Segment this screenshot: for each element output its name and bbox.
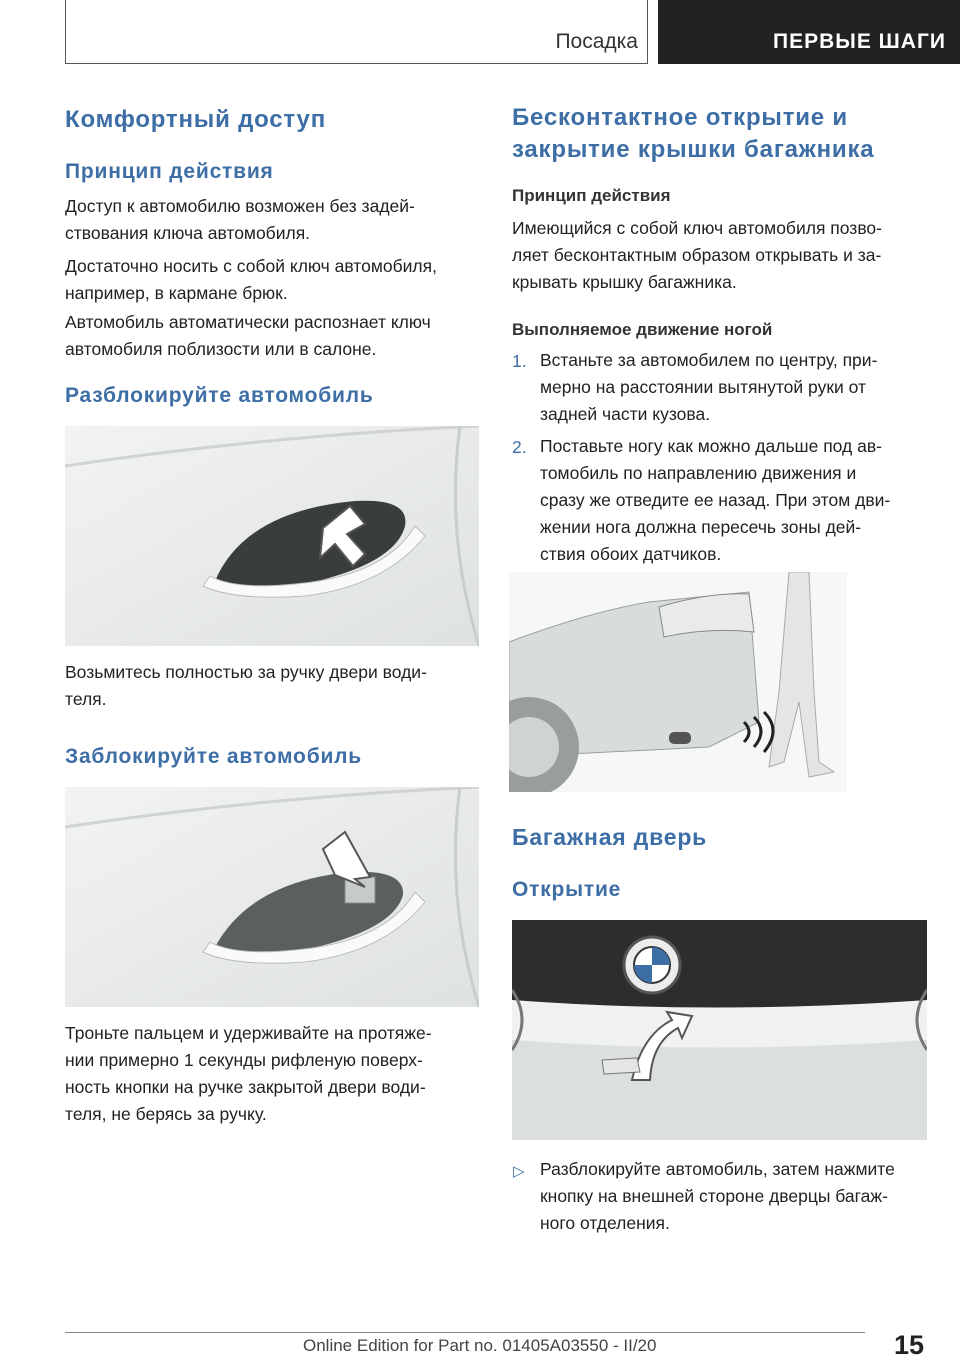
heading-lock: Заблокируйте автомобиль: [65, 745, 363, 768]
step-number-2: 2.: [512, 437, 527, 457]
paragraph-principle-right: Имеющийся с собой ключ автомобиля позво- ляет бесконтактным образом открывать и за- крывать крышку багажника.: [512, 218, 882, 292]
header-section-title: Посадка: [555, 30, 638, 53]
bullet-triangle-icon: ▷: [513, 1163, 525, 1180]
heading-principle-left: Принцип действия: [65, 160, 274, 183]
figure-foot-gesture: [509, 572, 847, 792]
heading-principle-right: Принцип действия: [512, 186, 671, 205]
title-comfort-access: Комфортный доступ: [65, 106, 327, 133]
bullet-text-unlock-tailgate: Разблокируйте автомобиль, затем нажмите кнопку на внешней стороне дверцы багаж- ного отделения.: [540, 1159, 895, 1233]
heading-opening: Открытие: [512, 878, 622, 901]
title-contactless-tailgate: Бесконтактное открытие и закрытие крышки багажника: [512, 104, 875, 163]
step-number-1: 1.: [512, 351, 527, 371]
figure-lock-handle: [65, 787, 479, 1007]
footer-rule: [65, 1332, 865, 1333]
footer-edition: Online Edition for Part no. 01405A03550 - II/20: [303, 1336, 657, 1355]
step-text-2: Поставьте ногу как можно дальше под ав- томобиль по направлению движения и сразу же отведите ее назад. При этом дви- жении нога должна пересечь зоны дей- ствия обоих датчиков.: [540, 436, 891, 564]
heading-unlock: Разблокируйте автомобиль: [65, 384, 374, 407]
paragraph-principle-1: Доступ к автомобилю возможен без задей- ствования ключа автомобиля.: [65, 196, 415, 243]
caption-unlock: Возьмитесь полностью за ручку двери води- теля.: [65, 662, 427, 709]
step-text-1: Встаньте за автомобилем по центру, при- мерно на расстоянии вытянутой руки от задней части кузова.: [540, 350, 878, 424]
header-chapter-tab: ПЕРВЫЕ ШАГИ: [658, 0, 960, 64]
paragraph-principle-2: Достаточно носить с собой ключ автомобиля, например, в кармане брюк.: [65, 256, 437, 303]
caption-lock: Троньте пальцем и удерживайте на протяже- нии примерно 1 секунды рифленую поверх- ность кнопки на ручке закрытой двери води- теля, не берясь за ручку.: [65, 1023, 432, 1124]
figure-unlock-handle: [65, 426, 479, 646]
paragraph-principle-3: Автомобиль автоматически распознает ключ автомобиля поблизости или в салоне.: [65, 312, 431, 359]
heading-tailgate: Багажная дверь: [512, 824, 708, 850]
page-number: 15: [894, 1330, 925, 1360]
figure-tailgate-button: [512, 920, 927, 1140]
heading-foot-motion: Выполняемое движение ногой: [512, 320, 773, 339]
